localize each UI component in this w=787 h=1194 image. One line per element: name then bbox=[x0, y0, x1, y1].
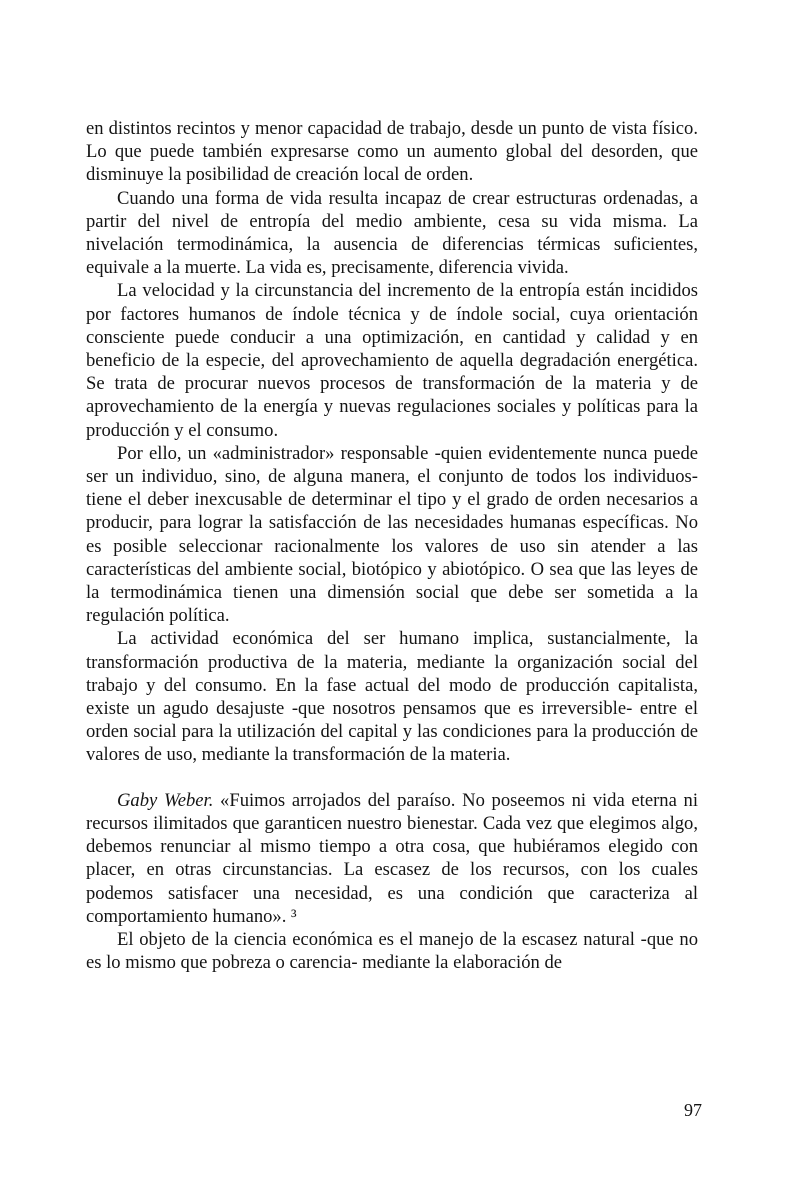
quote-text: «Fuimos arrojados del paraíso. No poseemos ni vida eterna ni recursos ilimitados que garanticen nuestro bienestar. Cada vez que elegimos algo, debemos renunciar al mismo tiempo a otra cosa, que hubiéramos elegido con placer, en otras circunstancias. La escasez de los recursos, con los cuales podemos satisfacer una necesidad, es una condición que caracteriza al comportamiento humano». ³ bbox=[86, 789, 698, 927]
paragraph-4: Por ello, un «administrador» responsable -quien evidentemente nunca puede ser un individuo, sino, de alguna manera, el conjunto de todos los individuos- tiene el deber inexcusable de determinar el tipo y el grado de orden necesarios a producir, para lograr la satisfacción de las necesidades humanas específicas. No es posible seleccionar racionalmente los valores de uso sin atender a las características del ambiente social, biotópico y abiotópico. O sea que las leyes de la termodinámica tienen una dimensión social que debe ser sometida a la regulación política. bbox=[86, 442, 698, 627]
paragraph-2: Cuando una forma de vida resulta incapaz de crear estructuras ordenadas, a partir del nivel de entropía del medio ambiente, cesa su vida misma. La nivelación termodinámica, la ausencia de diferencias térmicas suficientes, equivale a la muerte. La vida es, precisamente, diferencia vivida. bbox=[86, 187, 698, 279]
page-number: 97 bbox=[684, 1100, 702, 1120]
quote-paragraph bbox=[86, 789, 698, 928]
paragraph-7: El objeto de la ciencia económica es el manejo de la escasez natural -que no es lo mismo que pobreza o carencia- mediante la elaboración de bbox=[86, 928, 698, 974]
paragraph-3: La velocidad y la circunstancia del incremento de la entropía están incididos por factores humanos de índole técnica y de índole social, cuya orientación consciente puede conducir a una optimización, en cantidad y calidad y en beneficio de la especie, del aprovechamiento de aquella degradación energética. Se trata de procurar nuevos procesos de transformación de la materia y de aprovechamiento de la energía y nuevas regulaciones sociales y políticas para la producción y el consumo. bbox=[86, 280, 698, 441]
body-text bbox=[86, 117, 698, 974]
paragraph-1: en distintos recintos y menor capacidad de trabajo, desde un punto de vista físico. Lo que puede también expresarse como un aumento global del desorden, que disminuye la posibilidad de creación local de orden. bbox=[86, 118, 698, 186]
paragraph-5: La actividad económica del ser humano implica, sustancialmente, la transformación productiva de la materia, mediante la organización social del trabajo y del consumo. En la fase actual del modo de producción capitalista, existe un agudo desajuste -que nosotros pensamos que es irreversible- entre el orden social para la utilización del capital y las condiciones para la producción de valores de uso, mediante la transformación de la materia. bbox=[86, 628, 698, 766]
quote-author: Gaby Weber. bbox=[117, 789, 214, 811]
